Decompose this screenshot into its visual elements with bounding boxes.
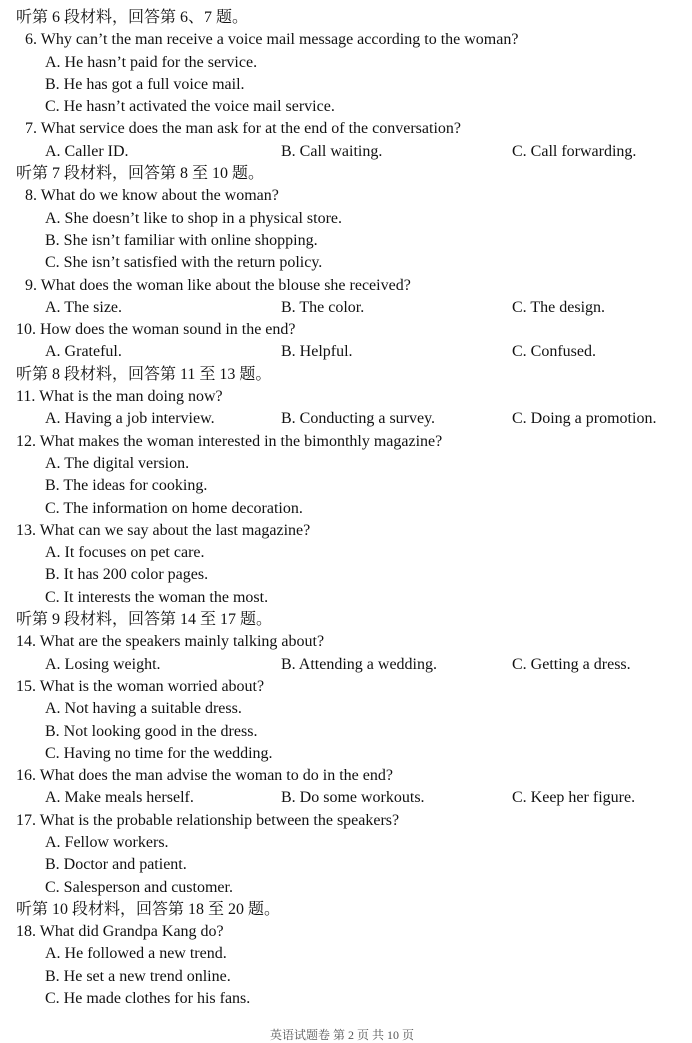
section-heading: 听第 6 段材料，回答第 6、7 题。 xyxy=(16,9,249,26)
answer-option: C. He made clothes for his fans. xyxy=(45,990,251,1008)
option-row xyxy=(0,141,692,163)
answer-option: B. She isn’t familiar with online shopping. xyxy=(45,231,318,249)
section-heading: 听第 8 段材料，回答第 11 至 13 题。 xyxy=(16,365,272,383)
answer-option: A. It focuses on pet care. xyxy=(45,544,205,562)
option-a: A. The size. xyxy=(45,298,123,316)
option-b: B. Call waiting. xyxy=(281,142,383,160)
option-c: C. Getting a dress. xyxy=(512,655,631,673)
option-c: C. Doing a promotion. xyxy=(512,410,657,428)
answer-option: A. She doesn’t like to shop in a physical store. xyxy=(45,209,342,227)
answer-option: C. He hasn’t activated the voice mail service. xyxy=(45,98,335,116)
exam-page xyxy=(0,7,692,1010)
answer-option: B. He has got a full voice mail. xyxy=(45,75,245,93)
answer-option: C. The information on home decoration. xyxy=(45,499,303,517)
answer-option: B. He set a new trend online. xyxy=(45,967,231,985)
question-text: 14. What are the speakers mainly talking about? xyxy=(16,633,325,651)
answer-option: C. She isn’t satisfied with the return policy. xyxy=(45,254,323,272)
option-c: C. The design. xyxy=(512,298,606,316)
section-heading: 听第 9 段材料，回答第 14 至 17 题。 xyxy=(16,611,273,629)
question-text: 10. How does the woman sound in the end? xyxy=(16,321,296,339)
question-text: 17. What is the probable relationship between the speakers? xyxy=(16,811,400,829)
question-text: 8. What do we know about the woman? xyxy=(25,187,279,205)
answer-option: B. Not looking good in the dress. xyxy=(45,722,258,740)
option-a: A. Having a job interview. xyxy=(45,410,215,428)
question-text: 12. What makes the woman interested in the bimonthly magazine? xyxy=(16,432,443,450)
answer-option: C. Having no time for the wedding. xyxy=(45,744,273,762)
answer-option: B. Doctor and patient. xyxy=(45,856,187,874)
answer-option: A. Fellow workers. xyxy=(45,833,169,851)
question-text: 16. What does the man advise the woman to do in the end? xyxy=(16,767,393,785)
option-a: A. Caller ID. xyxy=(45,142,129,160)
option-row xyxy=(0,297,692,319)
question-text: 11. What is the man doing now? xyxy=(16,388,223,406)
option-b: B. Conducting a survey. xyxy=(281,410,436,428)
answer-option: A. The digital version. xyxy=(45,454,190,472)
answer-option: B. The ideas for cooking. xyxy=(45,477,208,495)
option-b: B. Do some workouts. xyxy=(281,789,425,807)
question-text: 13. What can we say about the last magazine? xyxy=(16,521,311,539)
answer-option: A. Not having a suitable dress. xyxy=(45,700,242,718)
option-b: B. Attending a wedding. xyxy=(281,655,437,673)
option-b: B. Helpful. xyxy=(281,343,353,361)
option-c: C. Call forwarding. xyxy=(512,142,637,160)
option-c: C. Keep her figure. xyxy=(512,789,636,807)
answer-option: C. Salesperson and customer. xyxy=(45,878,233,896)
option-a: A. Losing weight. xyxy=(45,655,161,673)
answer-option: A. He followed a new trend. xyxy=(45,945,227,963)
option-row xyxy=(0,341,692,363)
question-text: 9. What does the woman like about the blouse she received? xyxy=(25,276,411,294)
section-heading: 听第 10 段材料，回答第 18 至 20 题。 xyxy=(16,900,281,918)
answer-option: A. He hasn’t paid for the service. xyxy=(45,53,258,71)
question-text: 15. What is the woman worried about? xyxy=(16,677,265,695)
option-a: A. Make meals herself. xyxy=(45,789,194,807)
section-heading: 听第 7 段材料，回答第 8 至 10 题。 xyxy=(16,165,265,183)
question-text: 7. What service does the man ask for at the end of the conversation? xyxy=(25,120,461,138)
question-text: 6. Why can’t the man receive a voice mail message according to the woman? xyxy=(25,31,519,49)
option-a: A. Grateful. xyxy=(45,343,122,361)
option-row xyxy=(0,787,692,809)
question-text: 18. What did Grandpa Kang do? xyxy=(16,923,224,941)
option-c: C. Confused. xyxy=(512,343,596,361)
page-footer: 英语试题卷 第 2 页 共 10 页 xyxy=(270,1028,415,1042)
option-b: B. The color. xyxy=(281,298,365,316)
option-row xyxy=(0,408,692,430)
answer-option: B. It has 200 color pages. xyxy=(45,566,209,584)
answer-option: C. It interests the woman the most. xyxy=(45,588,269,606)
option-row xyxy=(0,654,692,676)
